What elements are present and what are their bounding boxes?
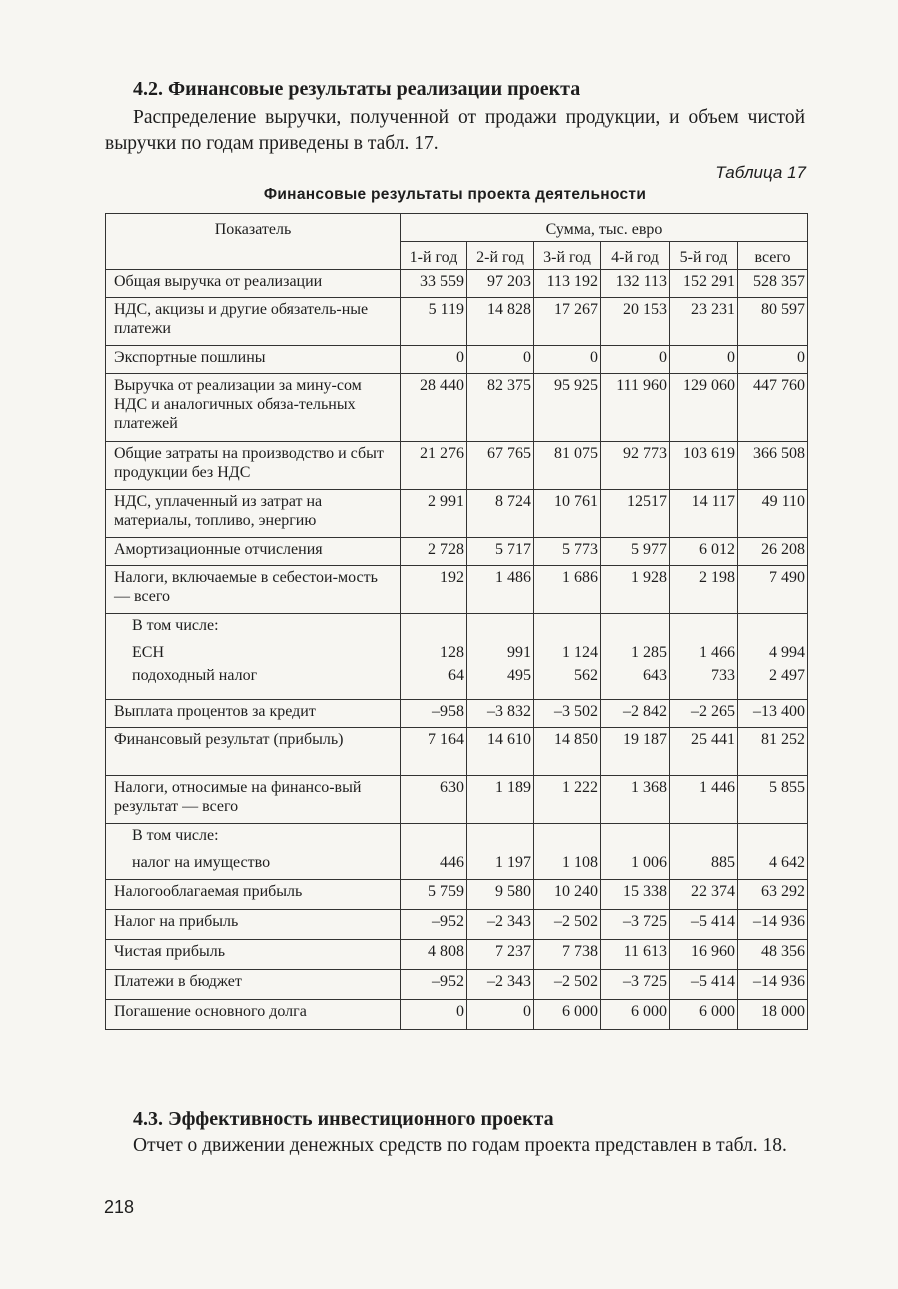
cell-year-4: 20 153 <box>601 298 670 346</box>
cell-year-1: 0 <box>401 1000 467 1030</box>
sub-item-value: 643 <box>643 667 667 684</box>
sub-item-value: 64 <box>448 667 464 684</box>
cell-year-4: –3 725 <box>601 910 670 940</box>
cell-year-1: 7 164 <box>401 728 467 776</box>
cell-year-2: 82 375 <box>467 374 534 442</box>
cell-year-2: 1 189 <box>467 776 534 824</box>
cell-year-4: –3 725 <box>601 970 670 1000</box>
sub-item-value: 128 <box>440 644 464 661</box>
table-row <box>106 270 808 298</box>
row-label: Налог на прибыль <box>106 910 401 940</box>
cell-year-3: 14 850 <box>534 728 601 776</box>
table-row <box>106 970 808 1000</box>
row-label: Выплата процентов за кредит <box>106 700 401 728</box>
section-4-3-paragraph <box>105 1133 805 1159</box>
sub-item-value: 1 006 <box>631 854 667 871</box>
cell-year-3: 95 925 <box>534 374 601 442</box>
cell-year-2: –3 832 <box>467 700 534 728</box>
cell-year-3: 1 222 <box>534 776 601 824</box>
cell-year-2: 0 <box>467 346 534 374</box>
table-row <box>106 700 808 728</box>
row-label: Общая выручка от реализации <box>106 270 401 298</box>
table-row <box>106 728 808 776</box>
cell-year-4: 5 977 <box>601 538 670 566</box>
cell-total: 80 597 <box>738 298 808 346</box>
cell-year-4 <box>601 824 670 880</box>
cell-total: 447 760 <box>738 374 808 442</box>
cell-year-3: –3 502 <box>534 700 601 728</box>
page-number: 218 <box>104 1197 135 1217</box>
table-row <box>106 298 808 346</box>
cell-total: 49 110 <box>738 490 808 538</box>
cell-year-4: 132 113 <box>601 270 670 298</box>
table-header-row <box>106 214 808 242</box>
cell-total: 48 356 <box>738 940 808 970</box>
sub-item-label: ЕСН <box>132 644 164 661</box>
cell-year-4: 11 613 <box>601 940 670 970</box>
cell-year-4: –2 842 <box>601 700 670 728</box>
cell-year-3: 17 267 <box>534 298 601 346</box>
cell-year-5: 23 231 <box>670 298 738 346</box>
table-title: Финансовые результаты проекта деятельности <box>263 186 647 203</box>
row-label: Погашение основного долга <box>106 1000 401 1030</box>
row-label: Финансовый результат (прибыль) <box>106 728 401 776</box>
sub-item-value: 446 <box>440 854 464 871</box>
cell-year-3: 81 075 <box>534 442 601 490</box>
cell-year-1: 2 728 <box>401 538 467 566</box>
cell-year-3 <box>534 614 601 700</box>
cell-year-1: –958 <box>401 700 467 728</box>
cell-year-1: 4 808 <box>401 940 467 970</box>
cell-total: 0 <box>738 346 808 374</box>
cell-year-1: 5 759 <box>401 880 467 910</box>
cell-year-2: 14 610 <box>467 728 534 776</box>
cell-year-3: 5 773 <box>534 538 601 566</box>
table-row <box>106 1000 808 1030</box>
cell-year-2: 5 717 <box>467 538 534 566</box>
cell-year-1: –952 <box>401 970 467 1000</box>
cell-year-1: 21 276 <box>401 442 467 490</box>
cell-year-3: 10 761 <box>534 490 601 538</box>
cell-year-4: 0 <box>601 346 670 374</box>
cell-total: 7 490 <box>738 566 808 614</box>
row-label: НДС, уплаченный из затрат на материалы, топливо, энергию <box>106 490 401 538</box>
sub-item-value: 4 994 <box>769 644 805 661</box>
cell-year-3: 1 686 <box>534 566 601 614</box>
sub-item-value: 1 124 <box>562 644 598 661</box>
table-row <box>106 940 808 970</box>
cell-total: –14 936 <box>738 970 808 1000</box>
sub-item-value: 562 <box>574 667 598 684</box>
cell-year-5: 2 198 <box>670 566 738 614</box>
table-row <box>106 442 808 490</box>
section-4-2-text: Распределение выручки, полученной от продажи продукции, и объем чистой выручки по годам приведены в табл. 17. <box>105 107 805 154</box>
cell-total: –14 936 <box>738 910 808 940</box>
cell-year-2: 8 724 <box>467 490 534 538</box>
row-label: Общие затраты на производство и сбыт продукции без НДС <box>106 442 401 490</box>
cell-year-1: 33 559 <box>401 270 467 298</box>
cell-year-3: 113 192 <box>534 270 601 298</box>
cell-year-5: 103 619 <box>670 442 738 490</box>
header-year-3: 3-й год <box>534 242 601 270</box>
row-label: Платежи в бюджет <box>106 970 401 1000</box>
cell-year-5: 22 374 <box>670 880 738 910</box>
cell-total <box>738 824 808 880</box>
cell-year-2 <box>467 824 534 880</box>
header-year-2: 2-й год <box>467 242 534 270</box>
group-caption: В том числе: <box>132 617 219 634</box>
cell-year-5 <box>670 824 738 880</box>
cell-total: 528 357 <box>738 270 808 298</box>
table-row <box>106 880 808 910</box>
sub-item-value: 1 285 <box>631 644 667 661</box>
cell-year-5: 25 441 <box>670 728 738 776</box>
cell-year-1 <box>401 614 467 700</box>
table-row-group <box>106 824 808 880</box>
cell-year-2: 9 580 <box>467 880 534 910</box>
sub-item-value: 1 466 <box>699 644 735 661</box>
cell-year-3: 10 240 <box>534 880 601 910</box>
cell-total: 26 208 <box>738 538 808 566</box>
row-label: Налогооблагаемая прибыль <box>106 880 401 910</box>
cell-year-2: 1 486 <box>467 566 534 614</box>
section-4-3-text: Отчет о движении денежных средств по годам проекта представлен в табл. 18. <box>133 1135 787 1156</box>
table-row <box>106 910 808 940</box>
cell-total: 366 508 <box>738 442 808 490</box>
sub-item-value: 1 197 <box>495 854 531 871</box>
cell-year-1: 2 991 <box>401 490 467 538</box>
cell-year-3: 7 738 <box>534 940 601 970</box>
cell-total <box>738 614 808 700</box>
table-row <box>106 374 808 442</box>
cell-year-5: –2 265 <box>670 700 738 728</box>
sub-item-value: 733 <box>711 667 735 684</box>
cell-year-5: –5 414 <box>670 910 738 940</box>
header-year-4: 4-й год <box>601 242 670 270</box>
cell-year-3 <box>534 824 601 880</box>
cell-year-1: 5 119 <box>401 298 467 346</box>
row-label-group <box>106 614 401 700</box>
cell-year-1: 28 440 <box>401 374 467 442</box>
row-label: Выручка от реализации за мину-сом НДС и аналогичных обяза-тельных платежей <box>106 374 401 442</box>
section-heading-4-2: 4.2. Финансовые результаты реализации проекта <box>133 78 581 100</box>
cell-total: 81 252 <box>738 728 808 776</box>
section-4-2-paragraph <box>105 105 805 157</box>
cell-year-4: 1 928 <box>601 566 670 614</box>
cell-year-2: 97 203 <box>467 270 534 298</box>
row-label: Налоги, относимые на финансо-вый результат — всего <box>106 776 401 824</box>
sub-item-value: 4 642 <box>769 854 805 871</box>
cell-year-5: 1 446 <box>670 776 738 824</box>
table-row <box>106 490 808 538</box>
cell-year-5: 14 117 <box>670 490 738 538</box>
sub-item-label: подоходный налог <box>132 667 258 684</box>
cell-year-2: 0 <box>467 1000 534 1030</box>
cell-year-2: –2 343 <box>467 970 534 1000</box>
cell-year-1: 192 <box>401 566 467 614</box>
sub-item-value: 2 497 <box>769 667 805 684</box>
cell-year-4 <box>601 614 670 700</box>
cell-year-1: –952 <box>401 910 467 940</box>
table-row-group <box>106 614 808 700</box>
cell-total: –13 400 <box>738 700 808 728</box>
table-row <box>106 776 808 824</box>
row-label: НДС, акцизы и другие обязатель-ные платежи <box>106 298 401 346</box>
table-row <box>106 346 808 374</box>
table-number-label: Таблица 17 <box>715 163 806 182</box>
row-label: Чистая прибыль <box>106 940 401 970</box>
cell-year-5 <box>670 614 738 700</box>
cell-year-4: 15 338 <box>601 880 670 910</box>
group-caption: В том числе: <box>132 827 219 844</box>
cell-year-3: –2 502 <box>534 970 601 1000</box>
table-row <box>106 566 808 614</box>
cell-year-4: 12517 <box>601 490 670 538</box>
row-label: Экспортные пошлины <box>106 346 401 374</box>
cell-year-4: 111 960 <box>601 374 670 442</box>
cell-year-2: –2 343 <box>467 910 534 940</box>
header-total: всего <box>738 242 808 270</box>
sub-item-label: налог на имущество <box>132 854 271 871</box>
cell-year-5: 6 000 <box>670 1000 738 1030</box>
row-label-group <box>106 824 401 880</box>
header-indicator: Показатель <box>106 214 401 270</box>
sub-item-value: 495 <box>507 667 531 684</box>
cell-year-2: 7 237 <box>467 940 534 970</box>
row-label: Амортизационные отчисления <box>106 538 401 566</box>
cell-year-2: 14 828 <box>467 298 534 346</box>
sub-item-value: 991 <box>507 644 531 661</box>
cell-year-4: 1 368 <box>601 776 670 824</box>
cell-year-3: 6 000 <box>534 1000 601 1030</box>
cell-year-3: 0 <box>534 346 601 374</box>
cell-year-1: 0 <box>401 346 467 374</box>
cell-year-1 <box>401 824 467 880</box>
cell-year-3: –2 502 <box>534 910 601 940</box>
cell-year-5: 152 291 <box>670 270 738 298</box>
cell-year-5: 129 060 <box>670 374 738 442</box>
cell-year-5: –5 414 <box>670 970 738 1000</box>
cell-total: 63 292 <box>738 880 808 910</box>
header-year-5: 5-й год <box>670 242 738 270</box>
cell-year-2 <box>467 614 534 700</box>
cell-year-4: 6 000 <box>601 1000 670 1030</box>
cell-year-4: 92 773 <box>601 442 670 490</box>
cell-year-5: 16 960 <box>670 940 738 970</box>
table-row <box>106 538 808 566</box>
cell-year-4: 19 187 <box>601 728 670 776</box>
header-year-1: 1-й год <box>401 242 467 270</box>
financial-results-table <box>105 213 808 1030</box>
row-label: Налоги, включаемые в себестои-мость — всего <box>106 566 401 614</box>
cell-year-5: 6 012 <box>670 538 738 566</box>
cell-total: 18 000 <box>738 1000 808 1030</box>
cell-year-2: 67 765 <box>467 442 534 490</box>
sub-item-value: 885 <box>711 854 735 871</box>
section-heading-4-3: 4.3. Эффективность инвестиционного проекта <box>133 1108 554 1130</box>
sub-item-value: 1 108 <box>562 854 598 871</box>
cell-year-1: 630 <box>401 776 467 824</box>
cell-year-5: 0 <box>670 346 738 374</box>
cell-total: 5 855 <box>738 776 808 824</box>
header-sum: Сумма, тыс. евро <box>401 214 808 242</box>
